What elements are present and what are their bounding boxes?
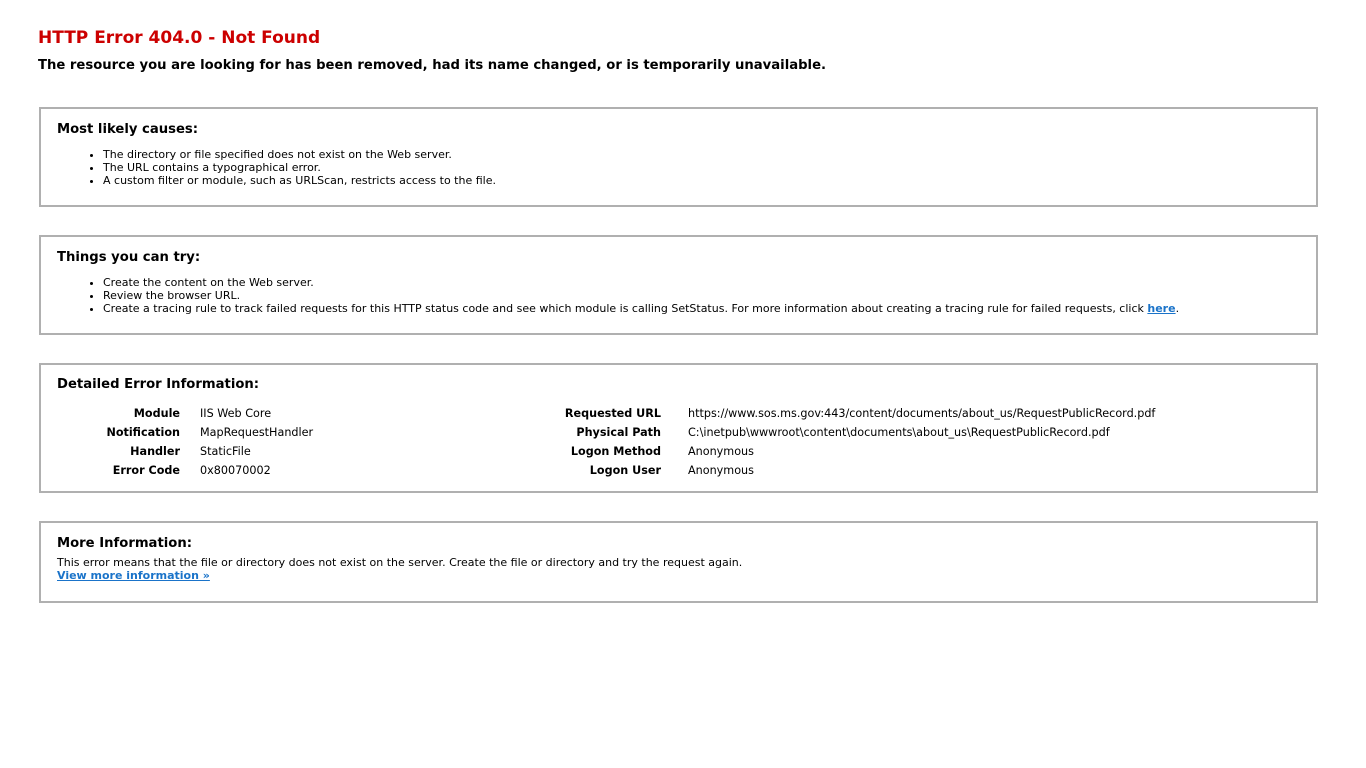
detail-row-handler <box>57 442 313 461</box>
detail-row-logon-user <box>501 461 1155 480</box>
detail-row-module <box>57 404 313 423</box>
list-item: • The directory or file specified does not exist on the Web server. <box>103 148 496 161</box>
detail-label: Logon Method <box>570 445 661 458</box>
detail-row-logon-method <box>501 442 1155 461</box>
detail-row-requested-url <box>501 404 1155 423</box>
detail-left-column <box>57 404 313 480</box>
detail-right-column <box>501 404 1155 480</box>
tracing-rule-suffix: . <box>1175 302 1180 315</box>
error-subtitle: The resource you are looking for has been removed, had its name changed, or is temporarily unavailable. <box>38 58 827 73</box>
detail-value: Anonymous <box>688 464 754 477</box>
list-item <box>103 302 1179 315</box>
tracing-rule-text: Create a tracing rule to track failed requests for this HTTP status code and see which module is calling SetStatus. For more information about creating a tracing rule for failed requests, click <box>103 302 1148 315</box>
more-information-heading: More Information: <box>57 536 193 551</box>
likely-causes-list <box>87 148 496 187</box>
view-more-information-link[interactable]: View more information » <box>57 569 210 582</box>
list-item: • Review the browser URL. <box>103 289 1179 302</box>
detail-label: Notification <box>106 426 180 439</box>
detail-row-notification <box>57 423 313 442</box>
list-item: • Create the content on the Web server. <box>103 276 1179 289</box>
detail-label: Requested URL <box>564 407 661 420</box>
detailed-error-box <box>39 363 1318 493</box>
detail-value: 0x80070002 <box>200 464 271 477</box>
likely-causes-box <box>39 107 1318 207</box>
things-to-try-heading: Things you can try: <box>57 250 201 265</box>
detail-row-error-code <box>57 461 313 480</box>
detail-value: Anonymous <box>688 445 754 458</box>
more-information-link-wrap <box>57 569 210 582</box>
tracing-rule-here-link[interactable]: here <box>1147 302 1176 315</box>
detail-value: C:\inetpub\wwwroot\content\documents\about_us\RequestPublicRecord.pdf <box>688 426 1110 439</box>
detail-value: https://www.sos.ms.gov:443/content/documents/about_us/RequestPublicRecord.pdf <box>688 407 1156 420</box>
error-header <box>38 27 1328 75</box>
things-to-try-list <box>87 276 1179 315</box>
detail-label: Handler <box>130 445 180 458</box>
detail-row-physical-path <box>501 423 1155 442</box>
error-title: HTTP Error 404.0 - Not Found <box>38 28 321 48</box>
detailed-error-heading: Detailed Error Information: <box>57 377 260 392</box>
detail-value: StaticFile <box>200 445 251 458</box>
more-information-text: This error means that the file or directory does not exist on the server. Create the file or directory and try the request again. <box>57 556 743 569</box>
detail-label: Error Code <box>112 464 180 477</box>
likely-causes-heading: Most likely causes: <box>57 122 199 137</box>
things-to-try-box <box>39 235 1318 335</box>
detail-label: Module <box>133 407 180 420</box>
list-item: • A custom filter or module, such as URLScan, restricts access to the file. <box>103 174 496 187</box>
detail-value: IIS Web Core <box>200 407 272 420</box>
list-item: • The URL contains a typographical error. <box>103 161 496 174</box>
more-information-box <box>39 521 1318 603</box>
detail-label: Physical Path <box>576 426 661 439</box>
detail-value: MapRequestHandler <box>200 426 314 439</box>
detail-label: Logon User <box>589 464 661 477</box>
